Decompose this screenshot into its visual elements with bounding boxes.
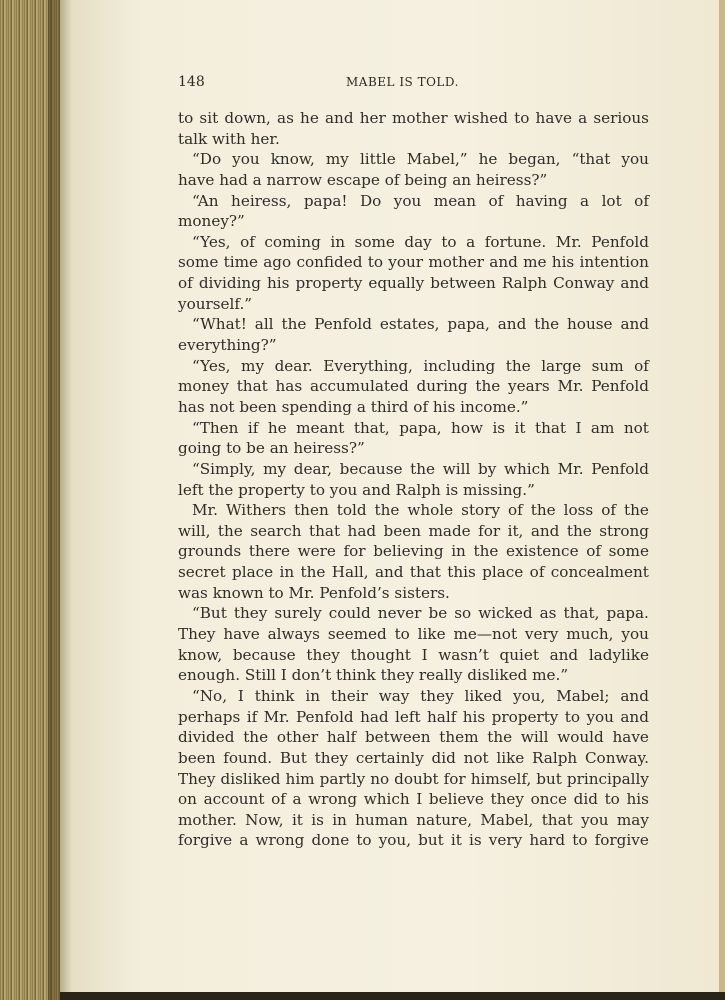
text-line: yourself.” — [178, 294, 253, 313]
gutter-shadow — [48, 0, 72, 1000]
text-line: They disliked him partly no doubt for himself, but principally — [178, 769, 649, 788]
text-line: “Yes, of coming in some day to a fortune. Mr. Penfold — [192, 232, 649, 251]
text-line: been found. But they certainly did not like Ralph Conway. — [178, 748, 649, 767]
text-line: “An heiress, papa! Do you mean of having a lot of — [192, 191, 649, 210]
text-line: on account of a wrong which I believe they once did to his — [178, 790, 649, 809]
text-line: everything?” — [178, 336, 277, 355]
text-line: secret place in the Hall, and that this place of concealment — [178, 563, 649, 582]
text-line: “Simply, my dear, because the will by which Mr. Penfold — [192, 459, 649, 478]
text-line: know, because they thought I wasn’t quiet and ladylike — [178, 645, 649, 664]
text-line: some time ago confided to your mother and me his intention — [178, 253, 649, 272]
page-bottom-edge — [60, 992, 725, 1000]
text-line: of dividing his property equally between Ralph Conway and — [178, 274, 649, 293]
text-line: “But they surely could never be so wicked as that, papa. — [192, 604, 649, 623]
text-line: money?” — [178, 212, 245, 231]
text-line: “Do you know, my little Mabel,” he began, “that you — [192, 150, 649, 169]
text-line: grounds there were for believing in the existence of some — [178, 542, 649, 561]
text-line: “Yes, my dear. Everything, including the large sum of — [192, 356, 649, 375]
text-line: “No, I think in their way they liked you, Mabel; and — [192, 686, 649, 705]
text-line: “Then if he meant that, papa, how is it that I am not — [192, 418, 649, 437]
body-text — [178, 108, 649, 851]
text-line: going to be an heiress?” — [178, 439, 365, 458]
text-line: left the property to you and Ralph is missing.” — [178, 480, 535, 499]
text-line: has not been spending a third of his income.” — [178, 397, 529, 416]
running-head: MABEL IS TOLD. — [346, 75, 459, 89]
text-line: “What! all the Penfold estates, papa, and the house and — [192, 315, 649, 334]
text-line: forgive a wrong done to you, but it is very hard to forgive — [178, 831, 649, 850]
text-line: mother. Now, it is in human nature, Mabel, that you may — [178, 810, 649, 829]
text-line: divided the other half between them the will would have — [178, 728, 649, 747]
page-header — [178, 74, 648, 94]
page-right-edge — [719, 0, 725, 1000]
text-line: They have always seemed to like me—not very much, you — [178, 625, 649, 644]
text-line: money that has accumulated during the years Mr. Penfold — [178, 377, 649, 396]
text-line: have had a narrow escape of being an heiress?” — [178, 170, 548, 189]
text-line: to sit down, as he and her mother wished to have a serious — [178, 109, 649, 127]
page-number: 148 — [178, 74, 205, 90]
text-line: will, the search that had been made for it, and the strong — [178, 521, 649, 540]
text-line: enough. Still I don’t think they really disliked me.” — [178, 666, 569, 685]
text-line: was known to Mr. Penfold’s sisters. — [178, 583, 450, 602]
text-line: perhaps if Mr. Penfold had left half his property to you and — [178, 707, 649, 726]
text-line: Mr. Withers then told the whole story of the loss of the — [192, 501, 649, 520]
text-line: talk with her. — [178, 129, 280, 148]
